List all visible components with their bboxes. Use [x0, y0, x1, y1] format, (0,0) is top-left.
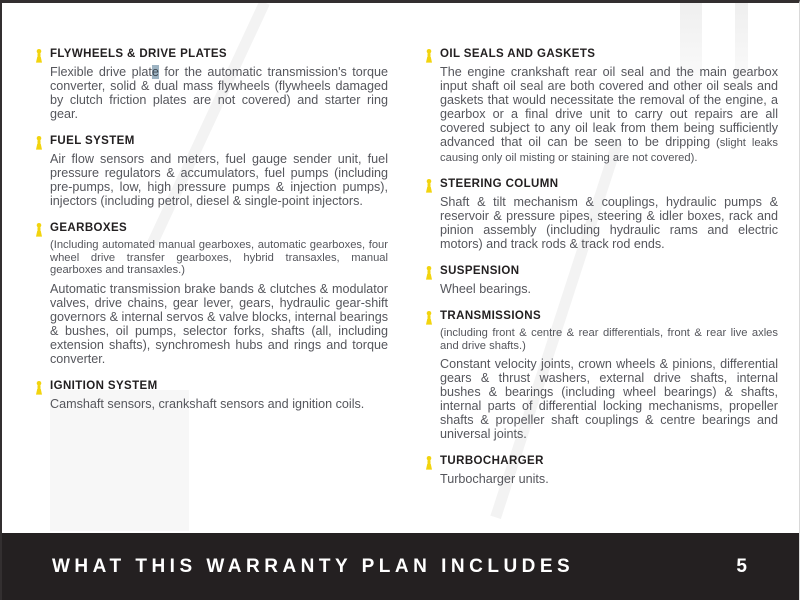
spark-plug-icon	[34, 223, 44, 237]
paragraph-fine-print: (slight leaks causing only oil misting or staining are not covered).	[440, 137, 778, 164]
section-paragraph: Constant velocity joints, crown wheels & pinions, differential gears & thrust washers, external drive shafts, internal bushes & bearings (including wheel bearings) & shafts, internal parts of differential locking mechanisms, propeller shafts & propeller shaft couplings & centre bearings and universal joints.	[440, 357, 778, 441]
section-paragraph: Shaft & tilt mechanism & couplings, hydraulic pumps & reservoir & pressure pipes, steering & idler boxes, rack and pinion assembly (including hydraulic rams and electric motors) and track rods & track rod ends.	[440, 195, 778, 251]
section-paragraph: Air flow sensors and meters, fuel gauge sender unit, fuel pressure regulators & accumulators, fuel pumps (including pre-pumps, low, high pressure pumps & injection pumps), injectors (including petrol, diesel & single-point injectors.	[50, 152, 388, 208]
spark-plug-icon	[34, 49, 44, 63]
left-column	[50, 48, 388, 425]
section-paragraph: Camshaft sensors, crankshaft sensors and ignition coils.	[50, 396, 365, 411]
section-paragraph: Automatic transmission brake bands & clutches & modulator valves, drive chains, gear lever, gears, hydraulic gear-shift governors & internal servos & valve blocks, internal bearings & bushes, oil pumps, selector forks, shafts (all, including extension shafts), synchromesh hubs and rings and torque converter.	[50, 281, 388, 366]
page-number: 5	[736, 555, 747, 577]
paragraph-text: The engine crankshaft rear oil seal and the main gearbox input shaft oil seal are both covered and other oil seals and gaskets that would necessitate the removal of the engine, a gearbox or a final drive unit to carry out repairs are all covered subject to any oil leak from them being sufficiently advanced that oil can be seen to be dripping	[440, 65, 778, 149]
section-suspension	[440, 265, 778, 296]
selection-highlight: e	[151, 65, 159, 79]
section-heading: FLYWHEELS & DRIVE PLATES	[50, 48, 228, 60]
section-heading: TRANSMISSIONS	[440, 310, 542, 322]
section-paragraph: Turbocharger units.	[440, 472, 549, 486]
section-note: (Including automated manual gearboxes, automatic gearboxes, four wheel drive transfer gearboxes, hybrid transaxles, manual gearboxes and transaxles.)	[50, 239, 388, 276]
section-heading: IGNITION SYSTEM	[50, 379, 158, 392]
section-paragraph: Wheel bearings.	[440, 282, 532, 296]
spark-plug-icon	[424, 49, 434, 63]
section-turbocharger	[440, 455, 778, 486]
paragraph-text: for the automatic transmission's torque converter, solid & dual mass flywheels (flywheels damaged by clutch friction plates are not covered) and starter ring gear.	[50, 65, 388, 121]
section-heading: FUEL SYSTEM	[50, 135, 135, 147]
section-heading: GEARBOXES	[50, 222, 128, 234]
spark-plug-icon	[34, 381, 44, 395]
section-heading: TURBOCHARGER	[440, 455, 544, 467]
paragraph-text: Flexible drive plat	[50, 65, 152, 79]
section-ignition-system	[50, 380, 388, 411]
section-fuel-system	[50, 135, 388, 208]
spark-plug-icon	[424, 179, 434, 193]
spark-plug-icon	[424, 311, 434, 325]
section-steering-column	[440, 178, 778, 251]
spark-plug-icon	[424, 456, 434, 470]
footer-title: WHAT THIS WARRANTY PLAN INCLUDES	[52, 555, 575, 577]
spark-plug-icon	[34, 136, 44, 150]
section-flywheels-drive-plates	[50, 48, 388, 121]
section-gearboxes	[50, 222, 388, 366]
footer-bar	[2, 533, 799, 600]
right-column	[440, 48, 778, 500]
section-oil-seals-gaskets	[440, 48, 778, 164]
section-heading: SUSPENSION	[440, 265, 520, 277]
section-note: (including front & centre & rear differentials, front & rear live axles and drive shafts.)	[440, 327, 778, 352]
section-heading: OIL SEALS AND GASKETS	[440, 48, 596, 60]
section-paragraph	[440, 65, 778, 164]
section-paragraph	[50, 65, 388, 121]
section-transmissions	[440, 310, 778, 441]
section-heading: STEERING COLUMN	[440, 178, 559, 190]
spark-plug-icon	[424, 266, 434, 280]
